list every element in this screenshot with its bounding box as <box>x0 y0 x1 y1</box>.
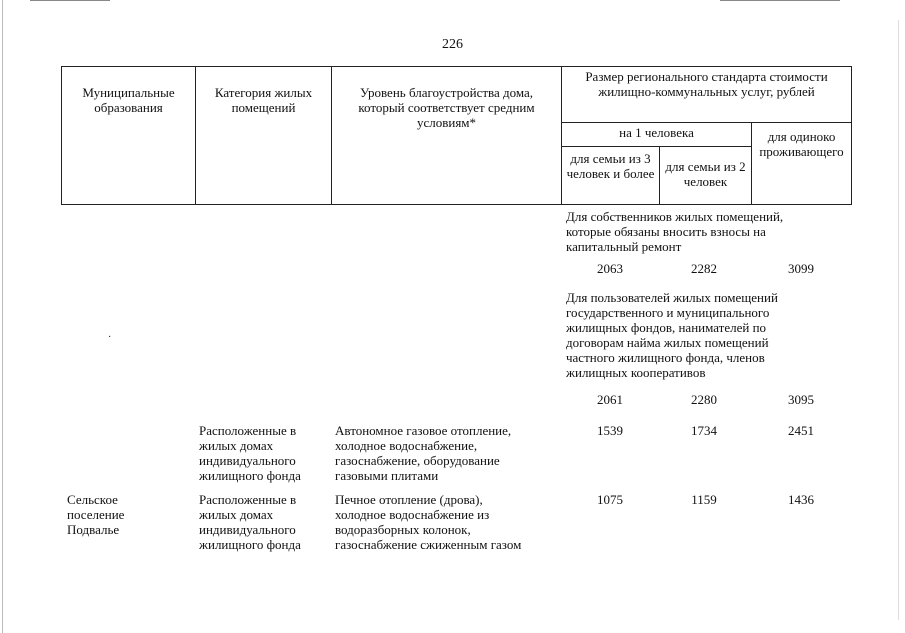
header-single: для одиноко проживающего <box>752 123 852 205</box>
header-standard-size: Размер регионального стандарта стоимости жилищно-коммунальных услуг, рублей <box>562 67 852 123</box>
row-2-category: Расположенные в жилых домах индивидуального жилищного фонда <box>199 492 301 552</box>
table-header <box>61 66 852 205</box>
value-cell: 1539 <box>597 423 623 438</box>
scan-speck: · <box>108 332 112 343</box>
value-cell: 1734 <box>691 423 717 438</box>
row-1-category: Расположенные в жилых домах индивидуального жилищного фонда <box>199 423 301 483</box>
header-municipality: Муниципальные образования <box>62 67 196 205</box>
value-cell: 2451 <box>788 423 814 438</box>
scan-edge-left <box>2 0 3 633</box>
row-2-municipality: Сельское поселение Подвалье <box>67 492 125 537</box>
value-cell: 2280 <box>691 392 717 407</box>
value-cell: 1075 <box>597 492 623 507</box>
section-owners-title: Для собственников жилых помещений, которые обязаны вносить взносы на капитальный ремонт <box>566 209 784 254</box>
scan-artifact-line <box>30 0 110 1</box>
section-users-title: Для пользователей жилых помещений государственного и муниципального жилищных фондов, нанимателей по договорам найма жилых помещений частного жилищного фонда, членов жилищных кооперативов <box>566 290 778 380</box>
header-category: Категория жилых помещений <box>196 67 332 205</box>
row-1-level: Автономное газовое отопление, холодное водоснабжение, газоснабжение, оборудование газовыми плитами <box>335 423 512 483</box>
scan-edge-right <box>898 20 899 620</box>
header-level: Уровень благоустройства дома, который соответствует средним условиям* <box>332 67 562 205</box>
value-cell: 3095 <box>788 392 814 407</box>
page-number: 226 <box>442 37 463 52</box>
value-cell: 2063 <box>597 261 623 276</box>
value-cell: 1159 <box>691 492 717 507</box>
header-family-2: для семьи из 2 человек <box>660 147 752 205</box>
row-2-level: Печное отопление (дрова), холодное водоснабжение из водоразборных колонок, газоснабжение сжиженным газом <box>335 492 522 552</box>
header-per-person: на 1 человека <box>562 123 752 147</box>
value-cell: 2282 <box>691 261 717 276</box>
scan-artifact-line <box>720 0 840 1</box>
value-cell: 3099 <box>788 261 814 276</box>
value-cell: 1436 <box>788 492 814 507</box>
value-cell: 2061 <box>597 392 623 407</box>
header-family-3: для семьи из 3 человек и более <box>562 147 660 205</box>
